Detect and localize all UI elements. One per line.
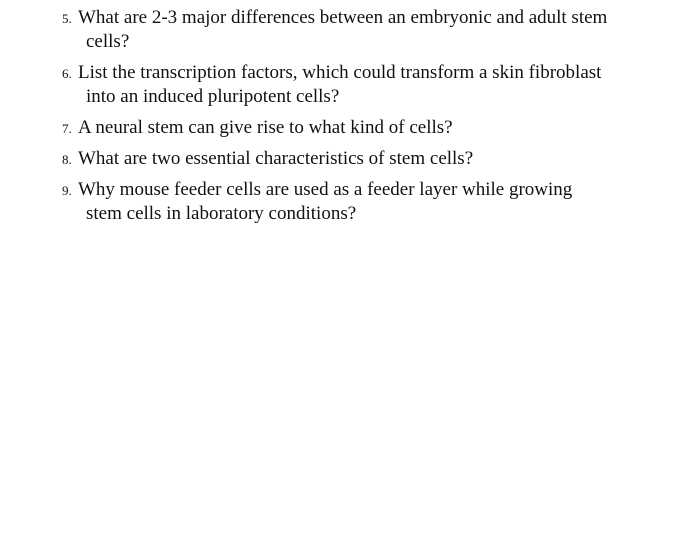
question-text-line: What are two essential characteristics of stem cells? (78, 148, 474, 169)
question-text-line: A neural stem can give rise to what kind of cells? (78, 117, 453, 138)
question-5 (62, 6, 682, 54)
question-text-line: What are 2-3 major differences between an embryonic and adult stem (78, 7, 608, 28)
question-number: 5. (62, 11, 72, 26)
question-number: 6. (62, 66, 72, 81)
question-number: 9. (62, 183, 72, 198)
question-list (62, 6, 682, 233)
question-text-line: stem cells in laboratory conditions? (86, 203, 357, 224)
question-6 (62, 61, 682, 109)
question-7 (62, 116, 682, 140)
question-number: 7. (62, 121, 72, 136)
question-text-line: into an induced pluripotent cells? (86, 86, 340, 107)
question-8 (62, 147, 682, 171)
question-text-line: cells? (86, 31, 130, 52)
question-text-line: List the transcription factors, which could transform a skin fibroblast (78, 62, 602, 83)
question-9 (62, 178, 682, 226)
question-text-line: Why mouse feeder cells are used as a feeder layer while growing (78, 179, 573, 200)
question-number: 8. (62, 152, 72, 167)
